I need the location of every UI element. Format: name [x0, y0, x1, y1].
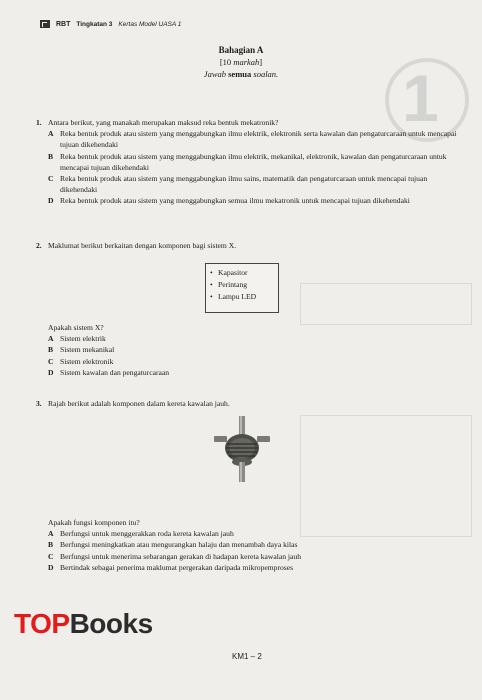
rbt-logo-icon [40, 20, 50, 28]
option-letter: D [48, 196, 54, 206]
option-text: Berfungsi meningkatkan atau mengurangkan halaju dan menambah daya kilas [60, 540, 298, 550]
instruction-suffix: soalan. [253, 69, 279, 79]
option-a[interactable] [48, 128, 466, 150]
option-a[interactable] [48, 333, 466, 344]
option-c[interactable] [48, 551, 466, 562]
instruction-bold: semua [228, 69, 252, 79]
question-prompt: Apakah sistem X? [48, 323, 104, 332]
watermark-top: TOP [14, 608, 70, 639]
option-text: Sistem elektronik [60, 356, 114, 366]
topbooks-watermark [14, 608, 153, 640]
question-2-choices [36, 322, 466, 378]
option-letter: B [48, 345, 54, 355]
option-text: Berfungsi untuk menerima sebarangan gerakan di hadapan kereta kawalan jauh [60, 551, 302, 561]
question-number: 1. [36, 118, 42, 127]
option-letter: A [48, 129, 54, 139]
option-text: Sistem elektrik [60, 334, 106, 344]
form-label: Tingkatan 3 [76, 20, 113, 28]
differential-gear-image [210, 414, 274, 484]
ghost-seal-number: 1 [402, 61, 439, 135]
option-letter: B [48, 540, 54, 550]
component-list-box [205, 263, 279, 313]
option-b[interactable] [48, 151, 466, 173]
question-3-choices [36, 517, 466, 573]
list-item: • Lampu LED [210, 291, 274, 303]
question-stem: Rajah berikut adalah komponen dalam kereta kawalan jauh. [48, 399, 230, 408]
option-letter: D [48, 562, 54, 572]
option-letter: A [48, 334, 54, 344]
option-text: Reka bentuk produk atau sistem yang menggabungkan ilmu sains, matematik dan pengaturcaraan untuk mencapai tujuan dikehendaki [60, 174, 428, 195]
question-1 [36, 117, 466, 207]
page-code: KM1 – 2 [232, 652, 262, 661]
option-text: Berfungsi untuk menggerakkan roda kereta kawalan jauh [60, 529, 234, 539]
question-3 [36, 398, 466, 409]
question-stem: Antara berikut, yang manakah merupakan maksud reka bentuk mekatronik? [48, 118, 279, 127]
option-text: Bertindak sebagai penerima maklumat pergerakan daripada mikropemproses [60, 562, 294, 572]
option-d[interactable] [48, 562, 466, 573]
option-text: Sistem mekanikal [60, 345, 115, 355]
page-header [40, 20, 181, 28]
option-letter: C [48, 174, 54, 184]
option-letter: B [48, 151, 54, 161]
option-letter: C [48, 356, 54, 366]
option-letter: D [48, 367, 54, 377]
option-text: Sistem kawalan dan pengaturcaraan [60, 367, 170, 377]
brand-label: RBT [56, 20, 71, 28]
list-item: • Perintang [210, 279, 274, 291]
watermark-books: Books [69, 608, 153, 639]
option-c[interactable] [48, 173, 466, 195]
section-marks: [10 markah] [219, 57, 263, 67]
option-b[interactable] [48, 344, 466, 355]
axle-right [257, 436, 270, 442]
paper-label: Kertas Model UASA 1 [118, 20, 182, 28]
ghost-table [300, 283, 472, 325]
axle-left [214, 436, 227, 442]
question-number: 2. [36, 241, 42, 250]
question-number: 3. [36, 399, 42, 408]
option-b[interactable] [48, 539, 466, 550]
section-instruction [0, 69, 482, 79]
option-a[interactable] [48, 528, 466, 539]
option-text: Reka bentuk produk atau sistem yang menggabungkan semua ilmu mekatronik untuk mencapai tujuan dikehendaki [60, 196, 410, 206]
question-2 [36, 240, 466, 251]
section-title: Bahagian A [218, 45, 264, 55]
question-stem: Maklumat berikut berkaitan dengan komponen bagi sistem X. [48, 241, 237, 250]
option-text: Reka bentuk produk atau sistem yang menggabungkan ilmu elektrik, elektronik serta kawalan dan pengaturcaraan untuk mencapai tujuan dikehendaki [60, 129, 457, 150]
instruction-prefix: Jawab [203, 69, 226, 79]
option-letter: C [48, 551, 54, 561]
question-prompt: Apakah fungsi komponen itu? [48, 518, 140, 527]
list-item: • Kapasitor [210, 267, 274, 279]
shaft-bottom-highlight [240, 462, 242, 482]
option-letter: A [48, 529, 54, 539]
option-d[interactable] [48, 195, 466, 206]
option-d[interactable] [48, 367, 466, 378]
option-text: Reka bentuk produk atau sistem yang menggabungkan ilmu elektrik, mekanikal, elektronik, kawalan dan pengaturcaraan untuk mencapai tujuan dikehendaki [60, 151, 447, 172]
option-c[interactable] [48, 356, 466, 367]
